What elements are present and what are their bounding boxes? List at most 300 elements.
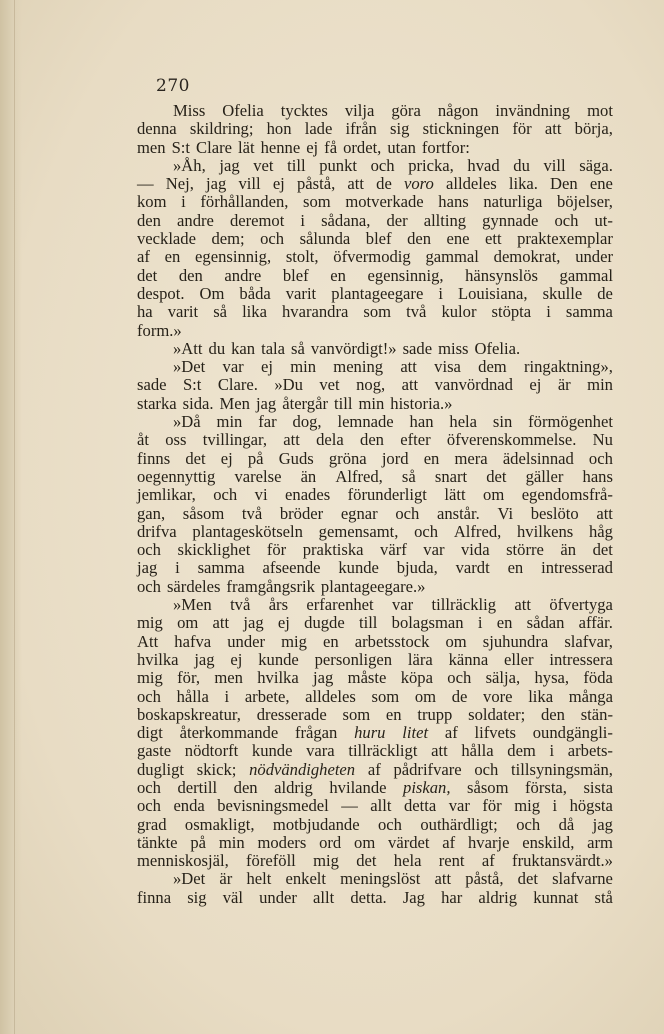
body-text [137, 102, 613, 907]
text-word: personligen [314, 649, 393, 669]
text-word: och [213, 485, 238, 505]
text-word: »Att [173, 338, 203, 358]
text-word: särdeles [166, 576, 221, 596]
text-word: mig [137, 668, 163, 688]
text-word: hans [582, 466, 613, 486]
text-word: så [291, 338, 305, 358]
text-word: nödtorft [184, 741, 239, 761]
text-word: är [557, 375, 571, 395]
text-word: lät [237, 137, 255, 157]
text-word: Den [550, 174, 578, 194]
text-word: om [354, 832, 376, 852]
text-word: vecklade [137, 229, 196, 249]
text-word: känna [448, 649, 489, 669]
text-word: ha [137, 302, 153, 322]
text-word: deremot [229, 210, 285, 230]
text-word: värdet [388, 832, 430, 852]
page-gutter [0, 0, 22, 1034]
text-word: hysa, [534, 668, 570, 688]
text-word: starka [137, 393, 177, 413]
text-word: mig [514, 796, 541, 816]
text-word: der [386, 210, 408, 230]
text-word: vanvördnad [434, 375, 513, 395]
text-word: varit [167, 302, 199, 322]
text-word: ädelsinnad [502, 448, 574, 468]
text-word: kunde [338, 558, 379, 578]
text-word: nog, [356, 375, 386, 395]
text-word: outhärdligt; [420, 814, 498, 834]
text-line [137, 193, 613, 211]
text-word: än [300, 466, 317, 486]
text-word: ej [277, 613, 290, 633]
text-word: tänkte [137, 832, 178, 852]
text-word: finns [137, 448, 171, 468]
text-word: stå [594, 887, 613, 907]
text-word: »Det [173, 357, 206, 377]
text-line [137, 285, 613, 303]
text-line [137, 651, 613, 669]
text-word: och [137, 777, 161, 797]
text-word: drifva [137, 521, 177, 541]
text-word: i [224, 686, 230, 706]
text-word: vore [483, 686, 513, 706]
text-word: andre [177, 210, 214, 230]
text-word: Men [219, 393, 250, 413]
text-word: års [268, 595, 289, 615]
text-word: att [212, 613, 230, 633]
text-word: ej [529, 375, 542, 395]
text-word: sade [137, 375, 167, 395]
text-word: hålla [176, 686, 209, 706]
text-word: en [496, 613, 513, 633]
text-word: mig [137, 613, 163, 633]
text-word: egnar [340, 503, 378, 523]
text-word: blef [365, 229, 392, 249]
text-word: sjuhundra [482, 631, 549, 651]
text-word: allting [423, 210, 467, 230]
text-word: hans [438, 192, 469, 212]
text-line [137, 175, 613, 193]
text-word: moders [257, 832, 307, 852]
text-word: arbetsstock [354, 631, 430, 651]
text-word: Alfred, [453, 521, 502, 541]
text-word: hvarje [468, 832, 510, 852]
text-line [137, 559, 613, 577]
text-word: eller [504, 649, 534, 669]
text-word: min [587, 375, 613, 395]
text-word: demokrat, [493, 247, 561, 267]
text-word: tycktes [280, 101, 328, 120]
text-word: mening [333, 357, 384, 377]
text-word: dog, [292, 412, 322, 432]
text-word: dem [478, 357, 507, 377]
text-line [137, 596, 613, 614]
text-word: väl [222, 887, 243, 907]
text-word: allt [313, 887, 335, 907]
text-word: att [347, 174, 364, 194]
text-word: den [137, 210, 161, 230]
text-word: ej [306, 137, 319, 157]
text-word: alldeles [445, 174, 497, 194]
text-word: det [517, 869, 538, 889]
text-line [137, 486, 613, 504]
text-word: motverkade [345, 192, 424, 212]
text-line [137, 578, 613, 596]
text-word: första, [525, 777, 567, 797]
text-word: det [592, 540, 613, 560]
text-word: lade [304, 119, 333, 139]
text-word: kan [231, 338, 256, 358]
text-word: enda [173, 796, 205, 816]
text-word: påstå, [296, 174, 336, 194]
text-word: erfarenhet [306, 595, 374, 615]
text-word: sälja, [485, 668, 521, 688]
text-word: enades [285, 485, 331, 505]
text-word: affär. [578, 613, 613, 633]
text-word: återgår [282, 393, 328, 413]
text-line [137, 889, 613, 907]
text-word: menniskosjäl, [137, 851, 229, 871]
text-word: gemensamt, [318, 521, 399, 541]
text-word: och [137, 686, 161, 706]
text-word: lemnade [337, 412, 394, 432]
text-word: Nu [592, 430, 613, 450]
text-word: vardt [455, 558, 490, 578]
text-word: jag [255, 393, 277, 413]
text-word: jag [243, 613, 264, 633]
text-word: större [506, 540, 544, 560]
text-word: huru [354, 723, 386, 743]
text-word: voro [404, 174, 434, 194]
text-word: aldrig [478, 887, 518, 907]
text-line [137, 322, 613, 340]
text-word: praktexemplar [517, 229, 613, 249]
text-word: stöpta [491, 302, 532, 322]
text-word: det [356, 851, 377, 871]
text-word: i [300, 210, 306, 230]
text-word: och [137, 540, 161, 560]
text-line [137, 541, 613, 559]
text-word: att [514, 595, 531, 615]
text-word: vanvördigt!» [310, 338, 397, 358]
text-word: kulor [441, 302, 477, 322]
text-word: än [560, 540, 577, 560]
text-word: vet [319, 375, 340, 395]
text-word: egendomsfrå- [521, 485, 613, 505]
text-word: utan [387, 137, 416, 157]
text-word: osmakligt, [184, 814, 255, 834]
text-word: tvillingar, [202, 430, 268, 450]
text-word: ej [260, 357, 273, 377]
text-word: digt [137, 723, 163, 743]
text-word: en [385, 704, 402, 724]
text-word: till [287, 155, 306, 175]
text-word: och [588, 448, 613, 468]
text-word: i [477, 613, 483, 633]
text-word: det [185, 448, 206, 468]
text-word: snart [434, 466, 468, 486]
text-line [137, 505, 613, 523]
text-word: sådan [526, 613, 565, 633]
text-word: allt [370, 796, 392, 816]
text-word: »Då [173, 412, 201, 432]
text-word: och [474, 759, 499, 779]
text-word: göra [391, 101, 421, 120]
text-word: af [442, 832, 456, 852]
text-word: alldeles [305, 686, 356, 706]
text-word: tillsyningsmän, [511, 759, 613, 779]
text-word: under [259, 887, 297, 907]
text-word: grad [137, 814, 167, 834]
text-line [137, 523, 613, 541]
text-word: punkt [319, 155, 357, 175]
text-word: vilja [344, 101, 375, 120]
text-word: de [597, 283, 613, 303]
text-word: pricka, [408, 155, 454, 175]
text-word: öfvertyga [549, 595, 613, 615]
text-word: af [444, 723, 458, 743]
page-number: 270 [156, 76, 190, 96]
text-line [137, 669, 613, 687]
text-word: Clare. [217, 375, 258, 395]
text-word: ett [485, 229, 502, 249]
text-word: för [512, 119, 532, 139]
text-word: skick; [196, 759, 237, 779]
text-word: finna [137, 887, 172, 907]
text-word: af [367, 759, 381, 779]
text-word: och [395, 503, 420, 523]
text-word: hvilka [257, 668, 299, 688]
text-word: Ofelia [222, 101, 264, 120]
text-word: någon [437, 101, 479, 120]
text-line [137, 139, 613, 157]
text-word: högsta [569, 796, 613, 816]
text-word: böjelser, [556, 192, 613, 212]
text-word: såsom [182, 503, 225, 523]
text-word: dela [316, 430, 344, 450]
text-word: Vi [497, 503, 514, 523]
text-word: fruktansvärdt.» [512, 851, 613, 871]
text-word: dugligt [137, 759, 185, 779]
text-word: hänsynslös [465, 265, 538, 285]
text-word: den [360, 430, 384, 450]
text-word: af [481, 851, 495, 871]
text-word: som [363, 302, 392, 322]
text-word: och [414, 521, 439, 541]
text-word: dem [507, 741, 536, 761]
text-word: ringaktning», [523, 357, 613, 377]
text-word: lika [528, 686, 554, 706]
text-word: Miss [173, 101, 206, 120]
text-word: Om [199, 283, 225, 303]
text-word: många [568, 686, 613, 706]
text-word: hvarandra [282, 302, 349, 322]
text-word: »Åh, [173, 155, 206, 175]
text-line [137, 633, 613, 651]
text-word: gäller [525, 466, 564, 486]
text-word: — [137, 174, 154, 194]
text-word: jag [206, 174, 227, 194]
text-line [137, 779, 613, 797]
text-word: en [507, 558, 524, 578]
text-word: ifrån [345, 119, 377, 139]
text-word: hela [449, 412, 478, 432]
text-line [137, 395, 613, 413]
text-word: fortfor: [421, 137, 470, 157]
text-word: en [323, 631, 339, 651]
text-word: den [541, 704, 565, 724]
text-word: beslöto [530, 503, 579, 523]
text-word: tillräckligt [348, 741, 418, 761]
text-line [137, 761, 613, 779]
text-word: och [370, 155, 395, 175]
text-word: mig [313, 851, 339, 871]
text-word: och [377, 814, 402, 834]
text-line [137, 358, 613, 376]
text-word: af [137, 247, 150, 267]
text-word: en [164, 247, 181, 267]
text-word: under [227, 631, 266, 651]
text-word: jag [313, 668, 334, 688]
text-word: ene [589, 174, 613, 194]
text-word: hela [393, 851, 422, 871]
text-word: hon [266, 119, 292, 139]
text-word: så [213, 302, 228, 322]
text-word: stolt, [285, 247, 319, 267]
text-word: litet [402, 723, 429, 743]
text-word: ej [230, 649, 243, 669]
text-word: sin [492, 412, 513, 432]
text-word: plantageskötseln [192, 521, 303, 541]
text-word: har [441, 887, 463, 907]
text-word: att [544, 119, 562, 139]
text-word: Att [137, 631, 159, 651]
text-word: öfverenskommelse. [446, 430, 577, 450]
text-word: som [342, 704, 371, 724]
text-line [137, 870, 613, 888]
text-word: varit [285, 283, 317, 303]
text-word: bröder [279, 503, 324, 523]
text-word: lika. [508, 174, 538, 194]
text-word: för [266, 540, 287, 560]
text-word: min [358, 393, 385, 413]
text-word: historia.» [390, 393, 453, 413]
text-line [137, 431, 613, 449]
text-word: och [260, 229, 285, 249]
text-word: skulle [542, 283, 583, 303]
text-word: far [258, 412, 277, 432]
text-word: att [596, 503, 613, 523]
text-word: oss [165, 430, 187, 450]
text-word: öfvermodig [333, 247, 411, 267]
text-line [137, 834, 613, 852]
text-word: aldrig [274, 777, 313, 797]
text-word: som [303, 192, 331, 212]
text-word: sade [402, 338, 433, 358]
text-word: säga. [579, 155, 613, 175]
text-word: nödvändigheten [249, 759, 356, 779]
text-word: arm [587, 832, 613, 852]
text-word: Alfred, [335, 466, 383, 486]
text-word: detta. [350, 887, 387, 907]
text-word: och [137, 576, 161, 596]
text-word: gröna [328, 448, 367, 468]
text-word: sådana, [321, 210, 371, 230]
text-word: praktiska [302, 540, 364, 560]
text-word: men [214, 668, 243, 688]
binding-line [14, 0, 15, 1034]
text-line [137, 340, 613, 358]
text-word: att [431, 741, 448, 761]
text-word: bjuda, [396, 558, 438, 578]
text-word: för, [177, 668, 200, 688]
text-word: vet [253, 155, 274, 175]
text-word: jag [194, 649, 215, 669]
text-word: Ofelia. [474, 338, 521, 358]
text-word: dertill [177, 777, 218, 797]
text-word: helt [246, 869, 272, 889]
text-word: samma [565, 302, 613, 322]
text-word: trupp [417, 704, 453, 724]
text-word: tillräcklig [431, 595, 497, 615]
text-word: gynnade [482, 210, 539, 230]
text-word: i [438, 283, 443, 303]
text-word: mot [587, 101, 613, 120]
text-word: i [546, 302, 551, 322]
text-word: visa [434, 357, 461, 377]
text-word: de [451, 686, 468, 706]
text-word: vara [306, 741, 335, 761]
text-word: föda [583, 668, 613, 688]
text-word: miss [438, 338, 469, 358]
text-word: Nej, [165, 174, 194, 194]
text-word: S:t [182, 375, 202, 395]
text-word: pådrifvare [393, 759, 462, 779]
text-word: båda [239, 283, 271, 303]
text-line [137, 413, 613, 431]
text-word: gammal [425, 247, 479, 267]
text-word: en [423, 448, 440, 468]
text-word: under [575, 247, 613, 267]
text-word: Clare [196, 137, 232, 157]
text-word: frågan [294, 723, 338, 743]
text-word: köpa [400, 668, 433, 688]
text-word: Louisiana, [457, 283, 528, 303]
text-line [137, 212, 613, 230]
text-word: invändning [495, 101, 571, 120]
text-word: samma [197, 558, 245, 578]
text-word: slafvarne [552, 869, 613, 889]
text-line [137, 816, 613, 834]
text-line [137, 852, 613, 870]
text-word: — [341, 796, 358, 816]
text-word: jag [137, 558, 158, 578]
text-word: intresserad [541, 558, 613, 578]
text-word: form.» [137, 320, 182, 340]
text-word: var [391, 595, 414, 615]
text-word: dresserade [256, 704, 327, 724]
text-word: håg [588, 521, 613, 541]
text-word: bolagsman [391, 613, 464, 633]
text-line [137, 724, 613, 742]
text-word: dem; [211, 229, 245, 249]
text-word: meningslöst [340, 869, 421, 889]
text-word: ut- [594, 210, 613, 230]
text-word: detta [403, 796, 437, 816]
text-word: föreföll [246, 851, 296, 871]
text-word: kom [137, 192, 167, 212]
text-word: i [175, 558, 180, 578]
